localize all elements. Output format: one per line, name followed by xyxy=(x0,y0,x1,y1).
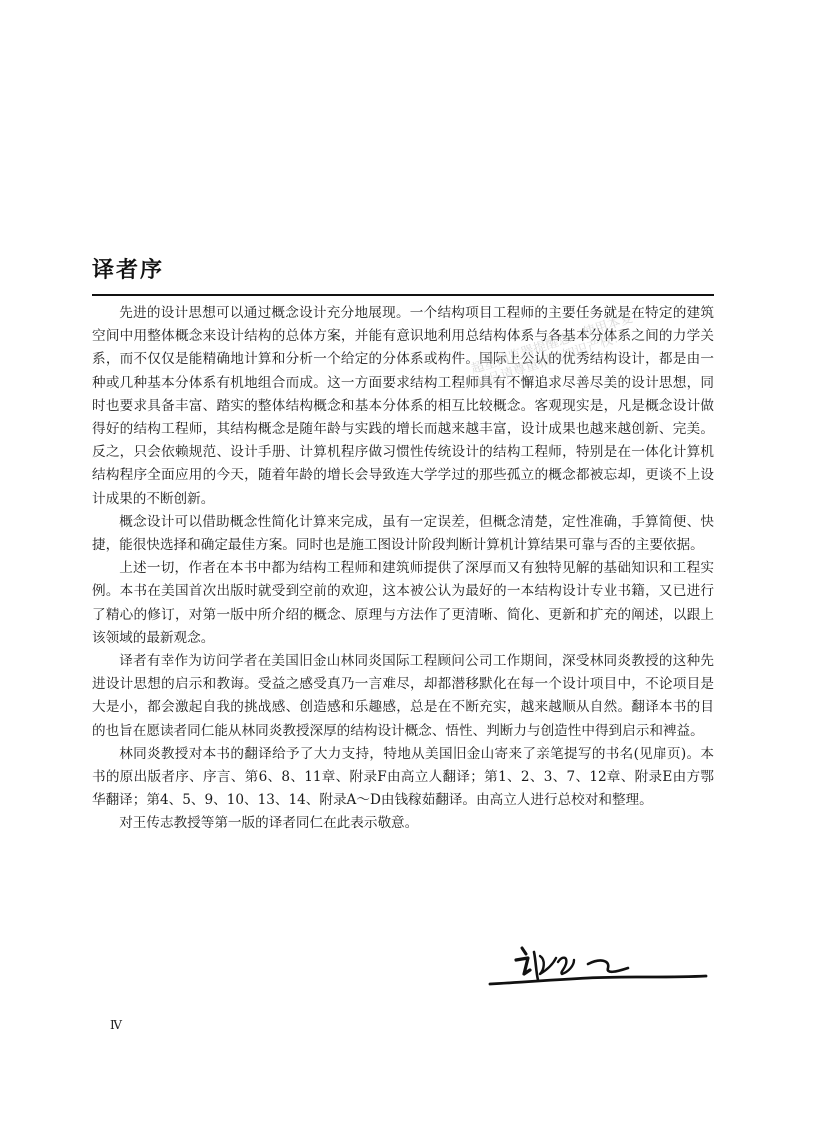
paragraph-4: 译者有幸作为访问学者在美国旧金山林同炎国际工程顾问公司工作期间，深受林同炎教授的这种先进设计思想的启示和教诲。受益之感受真乃一言难尽，却都潜移默化在每一个设计项目中，不论项目是大是小，都会激起自我的挑战感、创造感和乐趣感，总是在不断充实，越来越顺从自然。翻译本书的目的也旨在愿读者同仁能从林同炎教授深厚的结构设计概念、悟性、判断力与创造性中得到启示和裨益。 xyxy=(92,653,714,739)
watermark: 超星阅览器提醒您：使用本复制品请尊重相关知识产权！ xyxy=(469,310,635,392)
page-number: Ⅳ xyxy=(110,1018,122,1032)
closing-line: 对王传志教授等第一版的译者同仁在此表示敬意。 xyxy=(119,815,419,832)
paragraph-2: 概念设计可以借助概念性简化计算来完成，虽有一定误差，但概念清楚，定性准确，手算简便、快捷，能很快选择和确定最佳方案。同时也是施工图设计阶段判断计算机计算结果可靠与否的主要依据。 xyxy=(92,513,714,554)
paragraph-3: 上述一切，作者在本书中都为结构工程师和建筑师提供了深厚而又有独特见解的基础知识和工程实例。本书在美国首次出版时就受到空前的欢迎，这本被公认为最好的一本结构设计专业书籍，又已进行了精心的修订，对第一版中所介绍的概念、原理与方法作了更清晰、简化、更新和扩充的阐述，以跟上该领域的最新观念。 xyxy=(92,560,714,646)
preface-body xyxy=(92,302,714,836)
paragraph-5: 林同炎教授对本书的翻译给予了大力支持，特地从美国旧金山寄来了亲笔提写的书名(见扉页)。本书的原出版者序、序言、第6、8、11章、附录F由高立人翻译；第1、2、3、7、12章、附录E由方鄂华翻译；第4、5、9、10、13、14、附录A～D由钱稼茹翻译。由高立人进行总校对和整理。 xyxy=(92,745,714,809)
paragraph-1: 先进的设计思想可以通过概念设计充分地展现。一个结构项目工程师的主要任务就是在特定的建筑空间中用整体概念来设计结构的总体方案，并能有意识地利用总结构体系与各基本分体系之间的力学关系，而不仅仅是能精确地计算和分析一个给定的分体系或构件。国际上公认的优秀结构设计，都是由一种或几种基本分体系有机地组合而成。这一方面要求结构工程师具有不懈追求尽善尽美的设计思想，同时也要求具备丰富、踏实的整体结构概念和基本分体系的相互比较概念。客观现实是，凡是概念设计做得好的结构工程师，其结构概念是随年龄与实践的增长而越来越丰富，设计成果也越来越创新、完美。反之，只会依赖规范、设计手册、计算机程序做习惯性传统设计的结构工程师，特别是在一体化计算机结构程序全面应用的今天，随着年龄的增长会导致连大学学过的那些孤立的概念都被忘却，更谈不上设计成果的不断创新。 xyxy=(92,305,714,507)
title-underline xyxy=(92,294,714,296)
handwritten-signature xyxy=(488,938,708,992)
page-title: 译者序 xyxy=(92,258,165,283)
